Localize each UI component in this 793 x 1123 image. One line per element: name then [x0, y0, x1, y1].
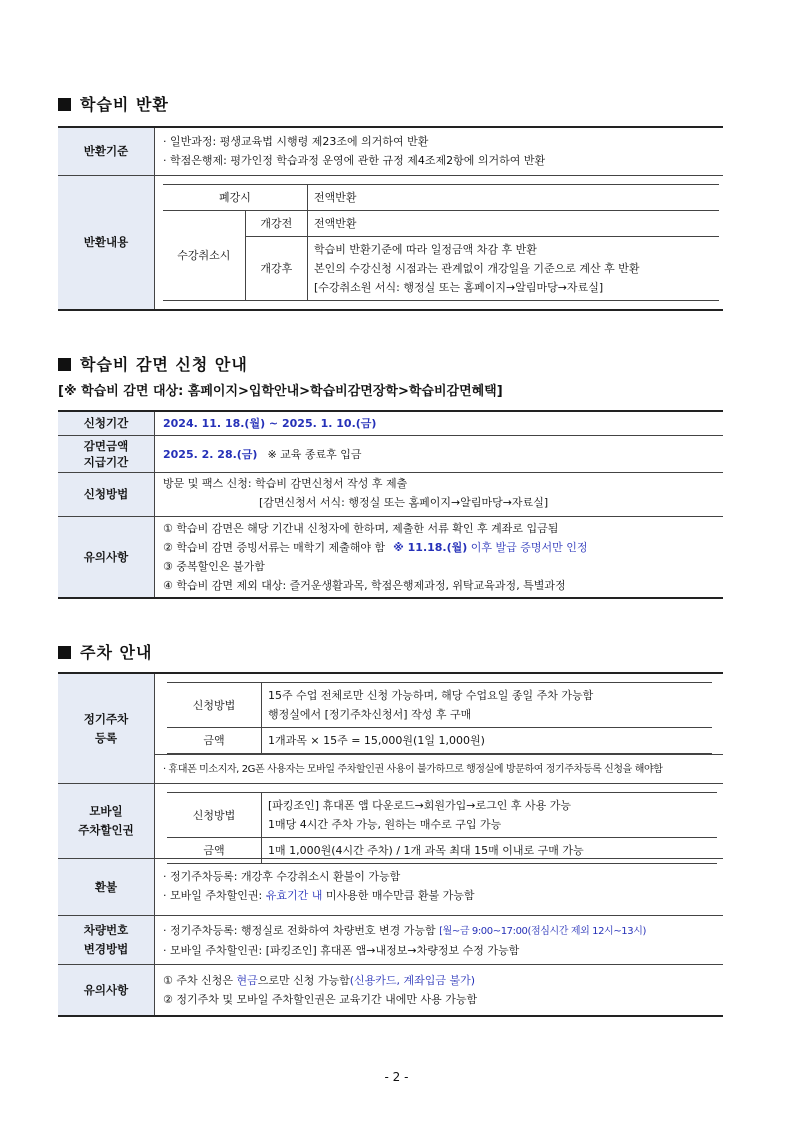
mobile-method-label: 신청방법 [167, 793, 262, 838]
mobile-amount-label: 금액 [167, 838, 262, 864]
method-label: 신청방법 [58, 473, 155, 516]
pay-note: ※ 교육 종료후 입금 [267, 447, 362, 461]
period-value: 2024. 11. 18.(월) ~ 2025. 1. 10.(금) [163, 417, 377, 430]
refund-parking-label: 환불 [58, 859, 155, 915]
section-title-reduction: 학습비 감면 신청 안내 [58, 352, 248, 375]
pay-label: 감면금액 지급기간 [58, 436, 155, 472]
plate-label: 차량번호 변경방법 [58, 916, 155, 964]
section-title-refund: 학습비 반환 [58, 92, 169, 115]
after-label: 개강후 [245, 237, 307, 301]
note-item: ② 학습비 감면 증빙서류는 매학기 제출해야 함 ※ 11.18.(월) 이후 발급 증명서만 인정 [163, 541, 588, 554]
plate-line: · 정기주차등록: 행정실로 전화하여 차량번호 변경 가능함 [월~금 9:00~17:00(점심시간 제외 12시~13시) [163, 924, 646, 937]
regular-inner-table [167, 682, 712, 754]
reduction-table [58, 410, 723, 599]
method-line: 방문 및 팩스 신청: 학습비 감면신청서 작성 후 제출 [163, 477, 408, 490]
closure-value: 전액반환 [308, 185, 720, 211]
closure-label: 폐강시 [163, 185, 308, 211]
page-number: - 2 - [384, 1070, 409, 1084]
refund-table [58, 126, 723, 311]
refund-content-label: 반환내용 [58, 176, 155, 309]
regular-amount-label: 금액 [167, 728, 262, 754]
method-line: [감면신청서 서식: 행정실 또는 홈페이지→알림마당→자료실] [259, 496, 549, 509]
parking-table [58, 672, 723, 1017]
caution-line: ② 정기주차 및 모바일 주차할인권은 교육기간 내에만 사용 가능함 [163, 993, 478, 1006]
regular-method-line: 행정실에서 [정기주차신청서] 작성 후 구매 [268, 708, 472, 721]
caution-label: 유의사항 [58, 965, 155, 1015]
refund-content-table [163, 184, 719, 301]
after-line: 학습비 반환기준에 따라 일정금액 차감 후 반환 [314, 243, 537, 256]
mobile-amount: 1매 1,000원(4시간 주차) / 1개 과목 최대 15매 이내로 구매 가능 [262, 838, 718, 864]
note-item: ④ 학습비 감면 제외 대상: 즐거운생활과목, 학점은행제과정, 위탁교육과정, 특별과정 [163, 579, 566, 592]
refund-parking-line: · 모바일 주차할인권: 유효기간 내 미사용한 매수만큼 환불 가능함 [163, 889, 475, 902]
after-line: 본인의 수강신청 시점과는 관계없이 개강일을 기준으로 계산 후 반환 [314, 262, 640, 275]
after-line: [수강취소원 서식: 행정실 또는 홈페이지→알림마당→자료실] [314, 281, 604, 294]
period-label: 신청기간 [58, 412, 155, 435]
mobile-method-line: [파킹조인] 휴대폰 앱 다운로드→회원가입→로그인 후 사용 가능 [268, 799, 572, 812]
notes-label: 유의사항 [58, 517, 155, 597]
refund-criteria-line: · 일반과정: 평생교육법 시행령 제23조에 의거하여 반환 [163, 135, 429, 148]
caution-line: ① 주차 신청은 현금으로만 신청 가능함(신용카드, 계좌입금 불가) [163, 974, 476, 987]
regular-method-line: 15주 수업 전체로만 신청 가능하며, 해당 수업요일 종일 주차 가능함 [268, 689, 594, 702]
section-title-parking: 주차 안내 [58, 640, 152, 663]
refund-criteria-label: 반환기준 [58, 128, 155, 175]
refund-parking-line: · 정기주차등록: 개강후 수강취소시 환불이 가능함 [163, 870, 401, 883]
regular-label: 정기주차 등록 [58, 674, 155, 783]
plate-line: · 모바일 주차할인권: [파킹조인] 휴대폰 앱→내정보→차량정보 수정 가능함 [163, 944, 520, 957]
before-value: 전액반환 [308, 211, 720, 237]
pay-date: 2025. 2. 28.(금) [163, 447, 258, 461]
before-label: 개강전 [245, 211, 307, 237]
note-item: ① 학습비 감면은 해당 기간내 신청자에 한하며, 제출한 서류 확인 후 계좌로 입금됨 [163, 522, 559, 535]
mobile-label: 모바일 주차할인권 [58, 784, 155, 858]
mobile-inner-table [167, 792, 717, 864]
refund-criteria-line: · 학점은행제: 평가인정 학습과정 운영에 관한 규정 제4조제2항에 의거하여 반환 [163, 154, 546, 167]
regular-amount: 1개과목 × 15주 = 15,000원(1일 1,000원) [262, 728, 713, 754]
regular-method-label: 신청방법 [167, 683, 262, 728]
cancel-label: 수강취소시 [163, 211, 245, 301]
mobile-method-line: 1매당 4시간 주차 가능, 원하는 매수로 구입 가능 [268, 818, 502, 831]
reduction-subtitle: [※ 학습비 감면 대상: 홈페이지>입학안내>학습비감면장학>학습비감면혜택] [58, 384, 503, 399]
regular-note: · 휴대폰 미소지자, 2G폰 사용자는 모바일 주차할인권 사용이 불가하므로 행정실에 방문하여 정기주차등록 신청을 해야함 [163, 764, 663, 775]
note-item: ③ 중복할인은 불가함 [163, 560, 265, 573]
